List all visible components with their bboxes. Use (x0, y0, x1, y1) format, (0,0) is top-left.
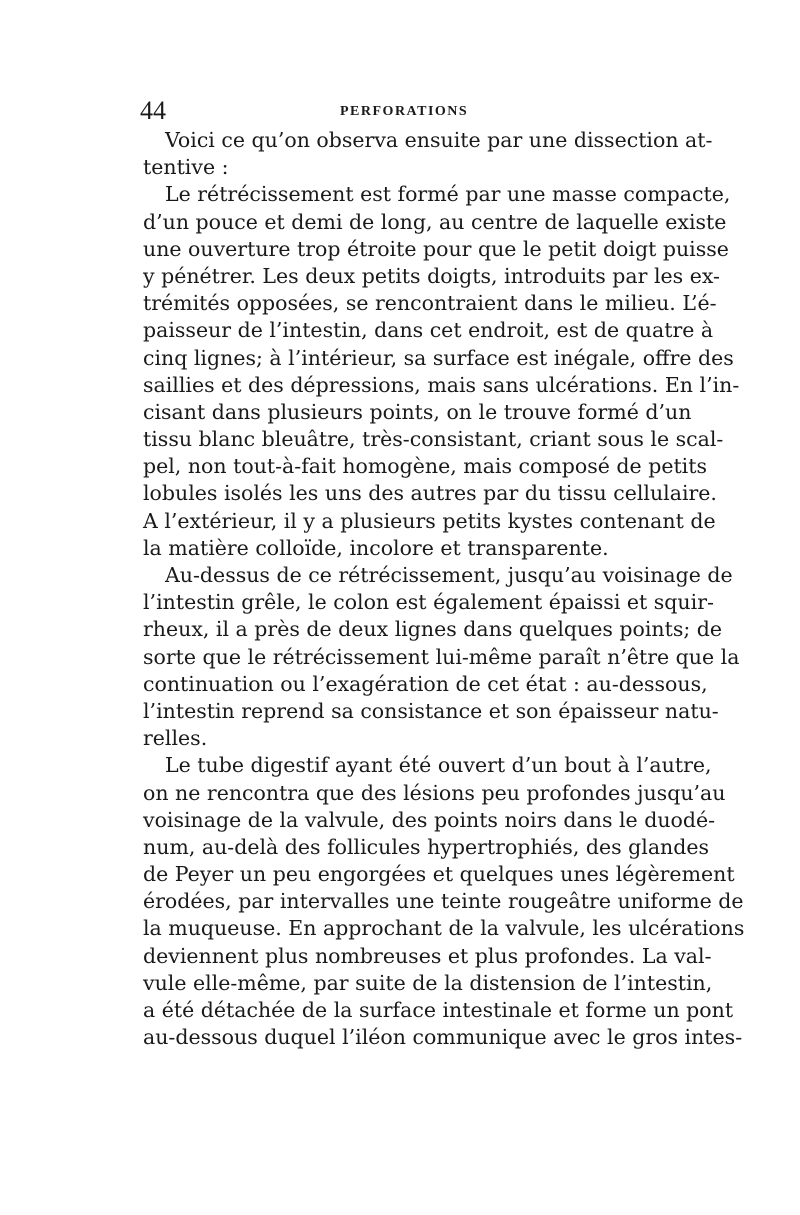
page-number: 44 (140, 96, 166, 125)
text-line: tissu blanc bleuâtre, très-consistant, criant sous le scal- (143, 427, 724, 452)
text-line: deviennent plus nombreuses et plus profondes. La val- (143, 943, 712, 968)
text-line: relles. (143, 726, 208, 751)
text-line: Au-dessus de ce rétrécissement, jusqu’au voisinage de (165, 563, 733, 587)
text-line: on ne rencontra que des lésions peu profondes jusqu’au (143, 780, 726, 805)
text-line: voisinage de la valvule, des points noirs dans le duodé- (143, 807, 716, 832)
text-line: érodées, par intervalles une teinte rougeâtre uniforme de (143, 889, 744, 914)
text-line: lobules isolés les uns des autres par du tissu cellulaire. (143, 481, 717, 506)
text-line: une ouverture trop étroite pour que le petit doigt puisse (143, 236, 729, 261)
running-head (140, 96, 660, 126)
text-line: Le rétrécissement est formé par une masse compacte, (165, 182, 731, 207)
text-line: tentive : (143, 155, 229, 180)
text-line: A l’extérieur, il y a plusieurs petits kystes contenant de (143, 508, 716, 533)
text-line: pel, non tout-à-fait homogène, mais composé de petits (143, 454, 708, 479)
body-text (143, 127, 745, 1051)
text-line: de Peyer un peu engorgées et quelques unes légèrement (143, 862, 735, 887)
text-line: rheux, il a près de deux lignes dans quelques points; de (143, 617, 723, 642)
text-line: y pénétrer. Les deux petits doigts, introduits par les ex- (143, 263, 720, 288)
text-line: Le tube digestif ayant été ouvert d’un bout à l’autre, (165, 753, 712, 778)
text-line: trémités opposées, se rencontraient dans le milieu. L’é- (143, 291, 717, 316)
text-line: num, au-delà des follicules hypertrophiés, des glandes (143, 834, 710, 859)
text-line: a été détachée de la surface intestinale et forme un pont (143, 998, 734, 1022)
text-line: la muqueuse. En approchant de la valvule, les ulcérations (143, 916, 745, 941)
text-line: cisant dans plusieurs points, on le trouve formé d’un (143, 399, 692, 424)
text-line: cinq lignes; à l’intérieur, sa surface est inégale, offre des (143, 345, 734, 370)
text-line: sorte que le rétrécissement lui-même paraît n’être que la (143, 644, 740, 669)
text-line: continuation ou l’exagération de cet état : au-dessous, (143, 671, 708, 696)
text-line: saillies et des dépressions, mais sans ulcérations. En l’in- (143, 372, 740, 397)
text-line: la matière colloïde, incolore et transparente. (143, 535, 609, 560)
text-line: au-dessous duquel l’iléon communique avec le gros intes- (143, 1025, 743, 1050)
text-line: paisseur de l’intestin, dans cet endroit, est de quatre à (143, 318, 714, 343)
text-line: d’un pouce et demi de long, au centre de laquelle existe (143, 209, 727, 234)
text-line: vule elle-même, par suite de la distension de l’intestin, (143, 970, 713, 995)
text-line: l’intestin grêle, le colon est également épaissi et squir- (143, 590, 714, 615)
text-line: l’intestin reprend sa consistance et son épaisseur natu- (143, 698, 719, 723)
running-title: PERFORATIONS (340, 104, 469, 119)
text-line: Voici ce qu’on observa ensuite par une dissection at- (165, 128, 713, 152)
